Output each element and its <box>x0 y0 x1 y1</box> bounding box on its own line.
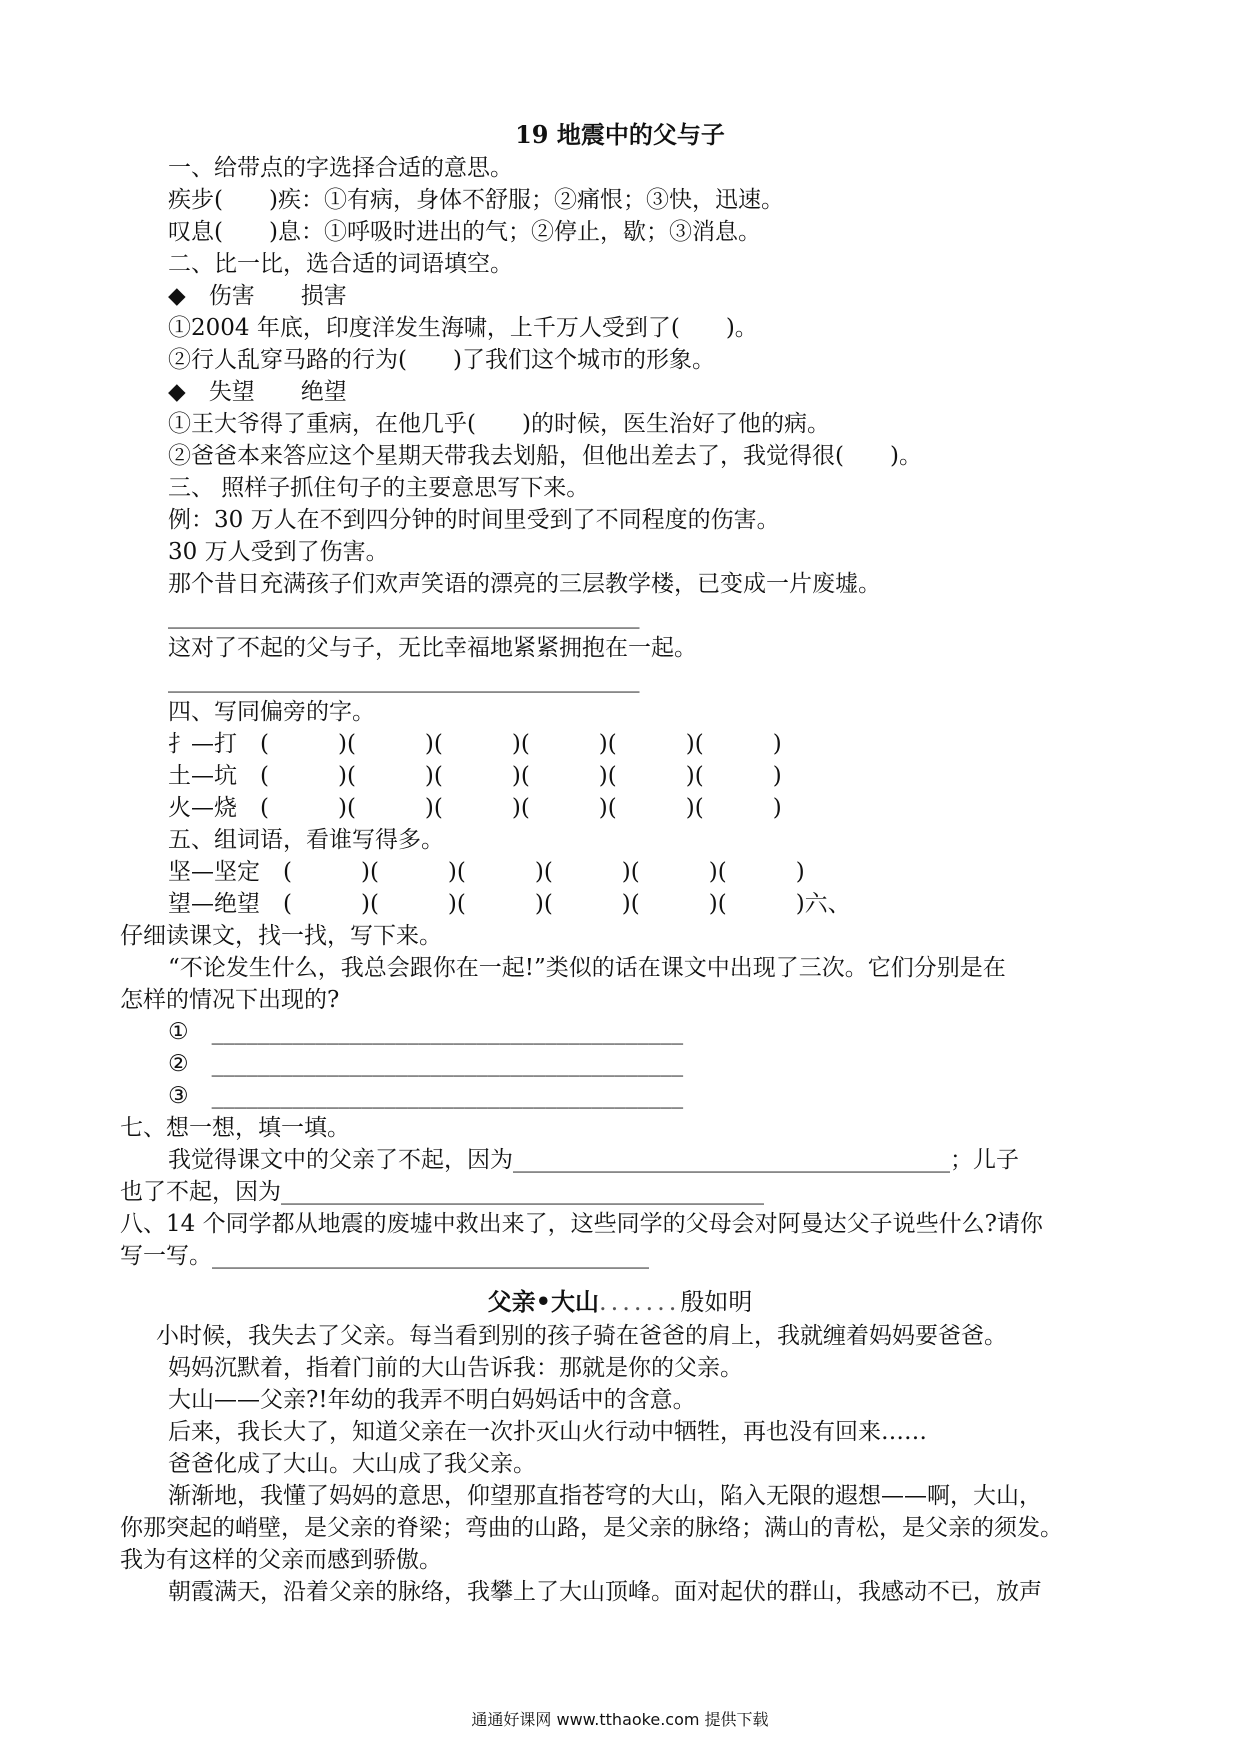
text-line: “不论发生什么，我总会跟你在一起!”类似的话在课文中出现了三次。它们分别是在 <box>168 955 1006 981</box>
text-line: 扌—打 ( )( )( )( )( )( ) <box>168 731 782 757</box>
text-line: ③ _________________________________________ <box>168 1083 684 1109</box>
text-line: _________________________________________ <box>168 667 640 693</box>
poem-heading <box>0 1286 1240 1318</box>
text-line: 30 万人受到了伤害。 <box>168 539 389 565</box>
text-line: 土—坑 ( )( )( )( )( )( ) <box>168 763 782 789</box>
text-line: ①王大爷得了重病，在他几乎( )的时候，医生治好了他的病。 <box>168 411 830 437</box>
text-line: 渐渐地，我懂了妈妈的意思，仰望那直指苍穹的大山，陷入无限的遐想——啊，大山， <box>168 1483 1042 1509</box>
text-line: 五、组词语，看谁写得多。 <box>168 827 444 853</box>
text-line: ②爸爸本来答应这个星期天带我去划船，但他出差去了，我觉得很( )。 <box>168 443 922 469</box>
text-line: ②行人乱穿马路的行为( )了我们这个城市的形象。 <box>168 347 715 373</box>
text-line: 叹息( )息：①呼吸时进出的气；②停止，歇；③消息。 <box>168 219 761 245</box>
text-line: 怎样的情况下出现的? <box>120 987 340 1013</box>
text-line: ② _________________________________________ <box>168 1051 684 1077</box>
page-footer: 通通好课网 www.tthaoke.com 提供下载 <box>471 1710 769 1729</box>
text-line: 后来，我长大了，知道父亲在一次扑灭山火行动中牺牲，再也没有回来…… <box>168 1419 927 1445</box>
text-line: 仔细读课文，找一找，写下来。 <box>120 923 442 949</box>
text-line: 一、给带点的字选择合适的意思。 <box>168 155 513 181</box>
text-line: 大山——父亲?!年幼的我弄不明白妈妈话中的含意。 <box>168 1387 696 1413</box>
text-line: 四、写同偏旁的字。 <box>168 699 375 725</box>
text-line: 你那突起的峭壁，是父亲的脊梁；弯曲的山路，是父亲的脉络；满山的青松，是父亲的须发。 <box>120 1515 1063 1541</box>
text-line: ①2004 年底，印度洋发生海啸，上千万人受到了( )。 <box>168 315 758 341</box>
text-line: 我为有这样的父亲而感到骄傲。 <box>120 1547 442 1573</box>
text-line: 小时候，我失去了父亲。每当看到别的孩子骑在爸爸的肩上，我就缠着妈妈要爸爸。 <box>156 1323 1007 1349</box>
text-line: 我觉得课文中的父亲了不起，因为______________________________________；儿子 <box>168 1147 1019 1173</box>
text-line: 七、想一想，填一填。 <box>120 1115 350 1141</box>
text-line: 这对了不起的父与子，无比幸福地紧紧拥抱在一起。 <box>168 635 697 661</box>
text-line: 爸爸化成了大山。大山成了我父亲。 <box>168 1451 536 1477</box>
text-line: 三、 照样子抓住句子的主要意思写下来。 <box>168 475 590 501</box>
text-line: 八、14 个同学都从地震的废墟中救出来了，这些同学的父母会对阿曼达父子说些什么?请你 <box>120 1211 1043 1237</box>
text-line: 坚—坚定 ( )( )( )( )( )( ) <box>168 859 805 885</box>
text-line: ① _________________________________________ <box>168 1019 684 1045</box>
text-line: _________________________________________ <box>168 603 640 629</box>
text-line: 也了不起，因为__________________________________________ <box>120 1179 764 1205</box>
poem-author: 殷如明 <box>680 1288 753 1316</box>
text-line: 例：30 万人在不到四分钟的时间里受到了不同程度的伤害。 <box>168 507 780 533</box>
text-line: ◆ 失望 绝望 <box>168 379 347 405</box>
text-line: 朝霞满天，沿着父亲的脉络，我攀上了大山顶峰。面对起伏的群山，我感动不已，放声 <box>168 1579 1042 1605</box>
text-line: ◆ 伤害 损害 <box>168 283 347 309</box>
leader-dots: ....... <box>598 1288 681 1316</box>
text-line: 二、比一比，选合适的词语填空。 <box>168 251 513 277</box>
text-line: 那个昔日充满孩子们欢声笑语的漂亮的三层教学楼，已变成一片废墟。 <box>168 571 881 597</box>
text-line: 妈妈沉默着，指着门前的大山告诉我：那就是你的父亲。 <box>168 1355 743 1381</box>
poem-title: 父亲•大山 <box>487 1287 599 1316</box>
text-line: 写一写。______________________________________ <box>120 1243 649 1269</box>
page-title: 19 地震中的父与子 <box>515 120 725 149</box>
text-line: 火—烧 ( )( )( )( )( )( ) <box>168 795 782 821</box>
text-line: 望—绝望 ( )( )( )( )( )( )六、 <box>168 891 851 917</box>
text-line: 疾步( )疾：①有病，身体不舒服；②痛恨；③快，迅速。 <box>168 187 784 213</box>
